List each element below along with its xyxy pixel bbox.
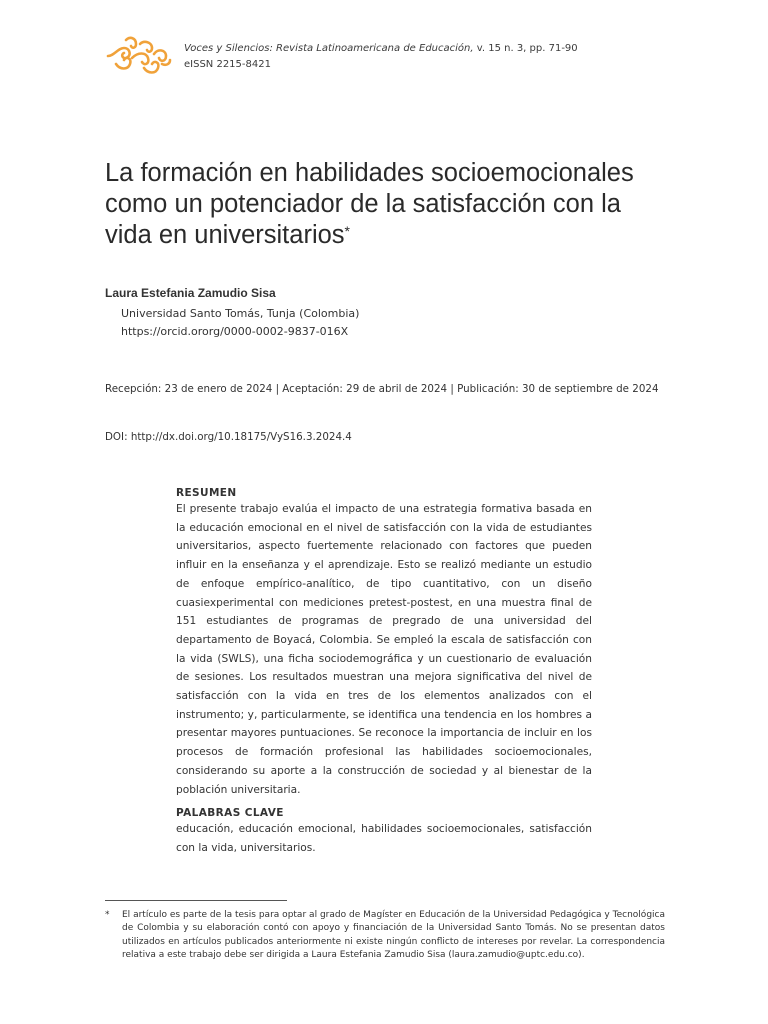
author-name: Laura Estefania Zamudio Sisa xyxy=(105,286,276,300)
abstract-text: El presente trabajo evalúa el impacto de una estrategia formativa basada en la educación emocional en el nivel de satisfacción con la vida de estudiantes universitarios, aspecto fuertemente relacionado con factores que pueden influir en la enseñanza y el aprendizaje. Esto se realizó mediante un estudio de enfoque empírico-analítico, de tipo cuantitativo, con un diseño cuasiexperimental con mediciones pretest-postest, en una muestra final de 151 estudiantes de programas de pregrado de una universidad del departamento de Boyacá, Colombia. Se empleó la escala de satisfacción con la vida (SWLS), una ficha sociodemográfica y un cuestionario de evaluación de sesiones. Los resultados muestran una mejora significativa del nivel de satisfacción con la vida en tres de los elementos analizados con el instrumento; y, particularmente, se identifica una tendencia en los hombres a presentar mayores puntuaciones. Se reconoce la importancia de incluir en los procesos de formación profesional las habilidades socioemocionales, considerando su aporte a la construcción de sociedad y al bienestar de la población universitaria. xyxy=(176,503,592,796)
journal-eissn: eISSN 2215-8421 xyxy=(184,59,271,70)
article-title: La formación en habilidades socioemocionales como un potenciador de la satisfacción con la vida en universitarios* xyxy=(105,159,634,249)
author-affiliation: Universidad Santo Tomás, Tunja (Colombia) xyxy=(121,307,360,320)
footnote-text: El artículo es parte de la tesis para optar al grado de Magíster en Educación de la Universidad Pedagógica y Tecnológica de Colombia y su elaboración contó con apoyo y financiación de la Universidad Santo Tomás. No se presentan datos utilizados en artículos publicados anteriormente ni existe ningún conflicto de intereses por revelar. La correspondencia relativa a este trabajo debe ser dirigida a Laura Estefania Zamudio Sisa (laura.zamudio@uptc.edu.co). xyxy=(122,910,665,961)
journal-name: Voces y Silencios: Revista Latinoamericana de Educación, xyxy=(184,43,474,54)
journal-header xyxy=(184,41,578,73)
publication-dates: Recepción: 23 de enero de 2024 | Aceptación: 29 de abril de 2024 | Publicación: 30 de septiembre de 2024 xyxy=(105,383,659,395)
title-footnote-mark: * xyxy=(344,223,350,239)
doi-link[interactable]: DOI: http://dx.doi.org/10.18175/VyS16.3.2024.4 xyxy=(105,431,352,443)
footnote-divider xyxy=(105,900,287,901)
journal-volume: v. 15 n. 3, pp. 71-90 xyxy=(473,43,578,54)
abstract-heading: RESUMEN xyxy=(176,487,237,499)
author-details xyxy=(121,305,359,341)
footnote-mark: * xyxy=(105,910,110,920)
spiral-ornament-icon xyxy=(104,34,172,78)
footnote xyxy=(105,909,665,963)
abstract-block xyxy=(176,486,592,858)
author-orcid-link[interactable]: https://orcid.ororg/0000-0002-9837-016X xyxy=(121,325,349,338)
keywords-heading: PALABRAS CLAVE xyxy=(176,807,284,820)
keywords-text: educación, educación emocional, habilidades socioemocionales, satisfacción con la vida, universitarios. xyxy=(176,823,592,854)
